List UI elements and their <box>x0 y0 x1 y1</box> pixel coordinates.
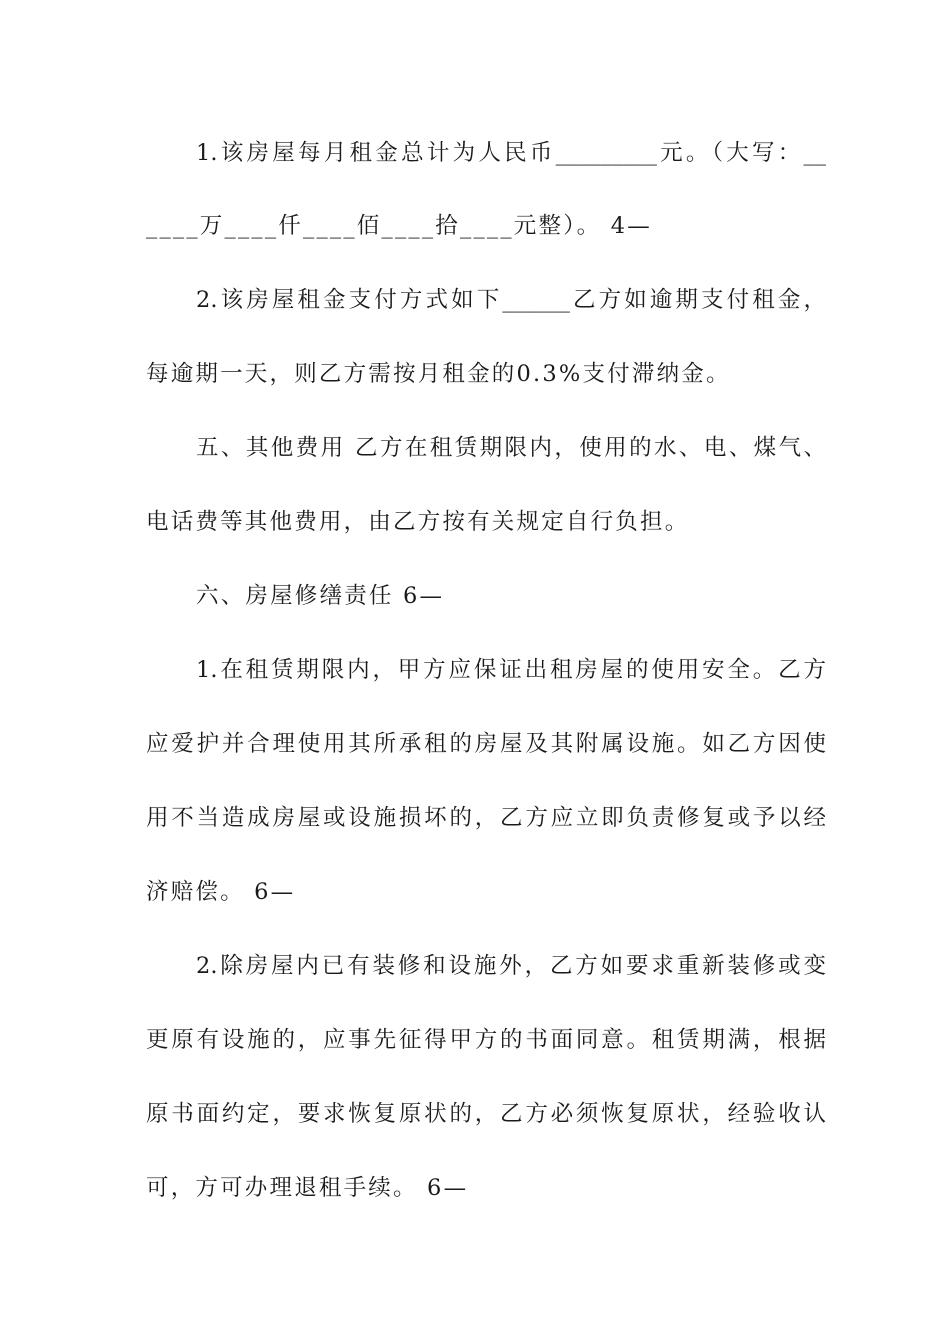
para-rent-amount-line-1: 1.该房屋每月租金总计为人民币_________元。（大写：__ <box>196 140 826 166</box>
para-rent-amount-line-2: ____万____仟____佰____拾____元整）。 4— <box>146 213 652 239</box>
para-repair-2-line-1: 2.除房屋内已有装修和设施外，乙方如要求重新装修或变 <box>196 953 826 979</box>
para-repair-1-line-3: 用不当造成房屋或设施损坏的，乙方应立即负责修复或予以经 <box>146 805 826 831</box>
para-repair-2-line-3: 原书面约定，要求恢复原状的，乙方必须恢复原状，经验收认 <box>146 1101 826 1127</box>
para-payment-method-line-1: 2.该房屋租金支付方式如下______乙方如逾期支付租金， <box>196 287 826 313</box>
para-repair-1-line-4: 济赔偿。 6— <box>146 879 296 905</box>
para-repair-1-line-1: 1.在租赁期限内，甲方应保证出租房屋的使用安全。乙方 <box>196 657 826 683</box>
para-payment-method-line-2: 每逾期一天，则乙方需按月租金的0.3%支付滞纳金。 <box>146 361 731 387</box>
para-repair-1-line-2: 应爱护并合理使用其所承租的房屋及其附属设施。如乙方因使 <box>146 731 826 757</box>
section-five-other-fees-line-1: 五、其他费用 乙方在租赁期限内，使用的水、电、煤气、 <box>196 435 826 461</box>
section-six-heading: 六、房屋修缮责任 6— <box>196 583 445 609</box>
para-repair-2-line-2: 更原有设施的，应事先征得甲方的书面同意。租赁期满，根据 <box>146 1027 826 1053</box>
para-repair-2-line-4: 可，方可办理退租手续。 6— <box>146 1175 469 1201</box>
section-five-other-fees-line-2: 电话费等其他费用，由乙方按有关规定自行负担。 <box>146 509 690 535</box>
